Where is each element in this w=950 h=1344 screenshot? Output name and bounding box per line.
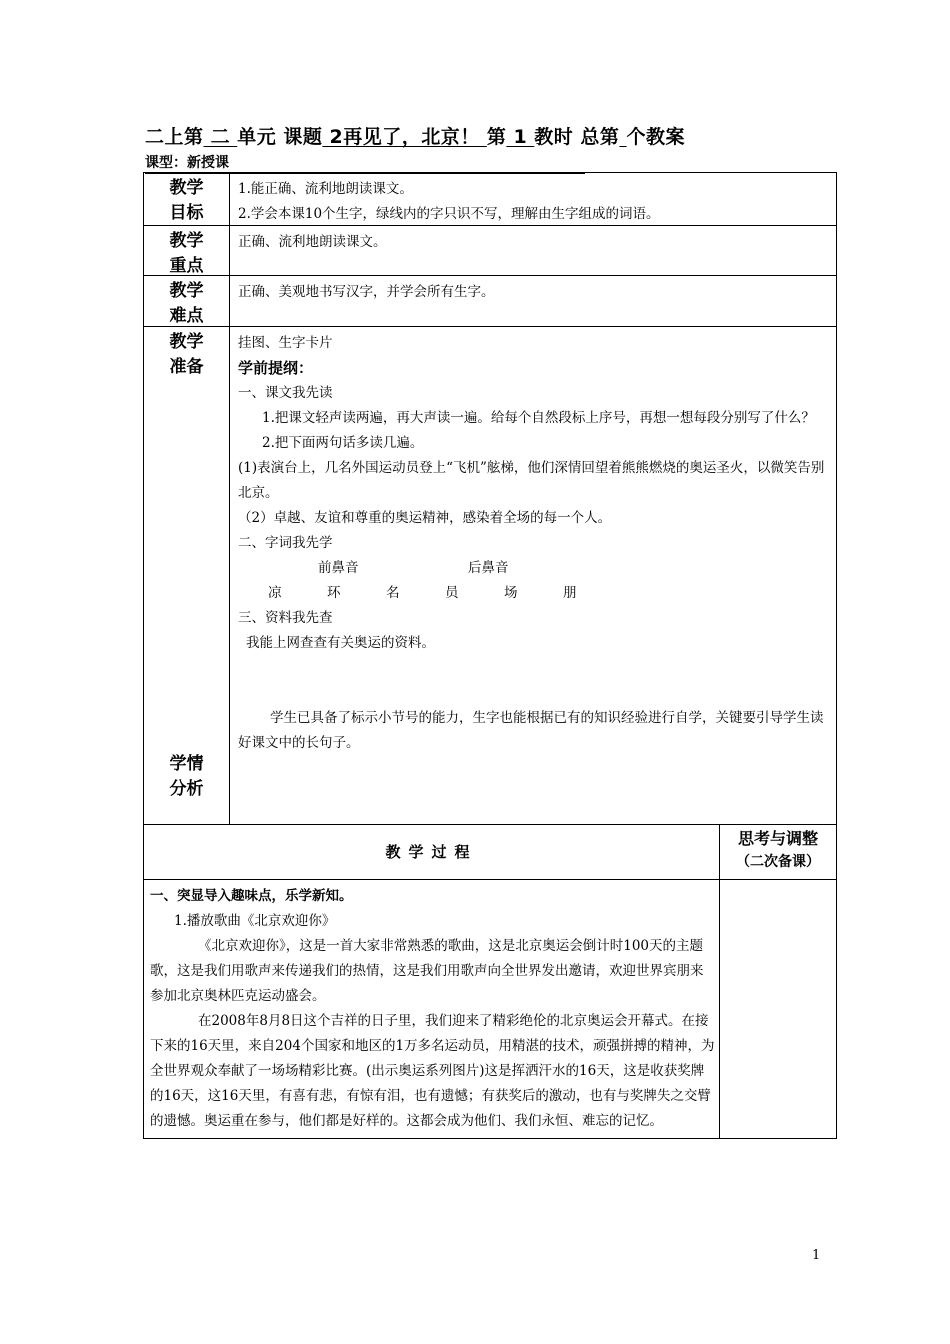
process-paragraph: 在2008年8月8日这个吉祥的日子里，我们迎来了精彩绝伦的北京奥运会开幕式。在接下来的16天里，来自204个国家和地区的1万多名运动员，用精湛的技术，顽强拼搏的精神，为全世界观众奉献了一场场精彩比赛。(出示奥运系列图片)这是挥洒汗水的16天，这是收获奖牌的16天，这16天里，有喜有悲，有惊有泪，也有遗憾；有获奖后的激动，也有与奖牌失之交臂的遗憾。奥运重在参与，他们都是好样的。这都会成为他们、我们永恒、难忘的记忆。 — [150, 1013, 715, 1129]
lesson-type: 课型：新授课 — [145, 152, 585, 174]
section-heading: 二、字词我先学 — [238, 535, 333, 551]
nasal-headers — [238, 556, 830, 581]
label-line: 准备 — [169, 357, 204, 377]
outline-item: 2.把下面两句话多读几遍。 — [262, 435, 424, 451]
materials: 挂图、生字卡片 — [238, 335, 333, 351]
label-line: 教学 — [169, 281, 204, 301]
row-label — [144, 327, 230, 824]
preparation-row — [144, 327, 836, 825]
adjust-cell — [720, 880, 836, 1138]
adjust-title: 思考与调整 — [737, 829, 818, 848]
analysis-text: 学生已具备了标示小节号的能力，生字也能根据已有的知识经验进行自学，关键要引导学生读好课文中的长句子。 — [238, 710, 824, 751]
character: 员 — [445, 585, 459, 601]
prep-label — [144, 330, 229, 380]
practice-sentence: (1)表演台上，几名外国运动员登上“飞机”舷梯，他们深情回望着熊熊燃烧的奥运圣火，以微笑告别北京。 — [238, 460, 825, 501]
row-label — [144, 226, 230, 275]
character: 名 — [386, 585, 400, 601]
character: 环 — [327, 585, 341, 601]
difficulties-content — [230, 276, 836, 326]
character: 朋 — [563, 585, 577, 601]
research-text: 我能上网查查有关奥运的资料。 — [246, 635, 435, 651]
goals-content — [230, 173, 836, 225]
key-points-row — [144, 226, 836, 276]
character: 凉 — [268, 585, 282, 601]
lesson-topic: 2再见了，北京！ — [322, 126, 487, 148]
label-line: 难点 — [169, 306, 204, 326]
step-heading: 一、突显导入趣味点，乐学新知。 — [150, 888, 353, 904]
outline-item: 1.把课文轻声读两遍，再大声读一遍。给每个自然段标上序号，再想一想每段分别写了什么？ — [262, 410, 815, 426]
difficulties-row — [144, 276, 836, 327]
key-points-text: 正确、流利地朗读课文。 — [238, 234, 387, 250]
adjust-heading — [720, 825, 836, 879]
process-body — [144, 880, 836, 1138]
key-points-content — [230, 226, 836, 275]
process-heading: 教学过程 — [144, 825, 720, 879]
label-line: 教学 — [169, 178, 204, 198]
row-label — [144, 173, 230, 225]
adjust-subtitle: （二次备课） — [736, 854, 820, 870]
process-paragraph: 《北京欢迎你》，这是一首大家非常熟悉的歌曲，这是北京奥运会倒计时100天的主题歌，这是我们用歌声来传递我们的热情，这是我们用歌声向全世界发出邀请，欢迎世界宾朋来参加北京奥林匹克运动盛会。 — [150, 938, 704, 1004]
process-header — [144, 825, 836, 880]
analysis-label — [144, 752, 229, 802]
front-nasal-label: 前鼻音 — [318, 560, 359, 576]
label-line: 学情 — [169, 754, 204, 774]
label-line: 教学 — [169, 231, 204, 251]
character: 场 — [504, 585, 518, 601]
step-item: 1.播放歌曲《北京欢迎你》 — [174, 913, 336, 929]
label-line: 教学 — [169, 332, 204, 352]
outline-title: 学前提纲： — [238, 359, 314, 377]
practice-sentence: （2）卓越、友谊和尊重的奥运精神，感染着全场的每一个人。 — [238, 510, 612, 526]
page-title — [145, 122, 825, 149]
title-part: 第 — [486, 126, 507, 148]
section-heading: 三、资料我先查 — [238, 610, 333, 626]
back-nasal-label: 后鼻音 — [468, 560, 509, 576]
period-number: 1 — [506, 126, 535, 148]
title-part: 二上第 — [145, 126, 204, 148]
goal-item: 1.能正确、流利地朗读课文。 — [238, 181, 413, 197]
preparation-content — [230, 327, 836, 824]
page-number: 1 — [812, 1248, 821, 1263]
goals-row — [144, 173, 836, 226]
goal-item: 2.学会本课10个生字，绿线内的字只识不写，理解由生字组成的词语。 — [238, 206, 660, 222]
label-line: 目标 — [169, 203, 204, 223]
unit-number: 二 — [203, 126, 238, 148]
row-label — [144, 276, 230, 326]
character-list — [238, 581, 830, 606]
total-number — [619, 126, 626, 148]
title-part: 单元 课题 — [237, 126, 323, 148]
process-content — [144, 880, 720, 1138]
difficulties-text: 正确、美观地书写汉字，并学会所有生字。 — [238, 284, 495, 300]
section-heading: 一、课文我先读 — [238, 385, 333, 401]
label-line: 分析 — [169, 779, 204, 799]
title-part: 个教案 — [626, 126, 686, 148]
lesson-plan-table — [143, 172, 837, 1139]
label-line: 重点 — [169, 256, 204, 276]
title-part: 教时 总第 — [534, 126, 620, 148]
